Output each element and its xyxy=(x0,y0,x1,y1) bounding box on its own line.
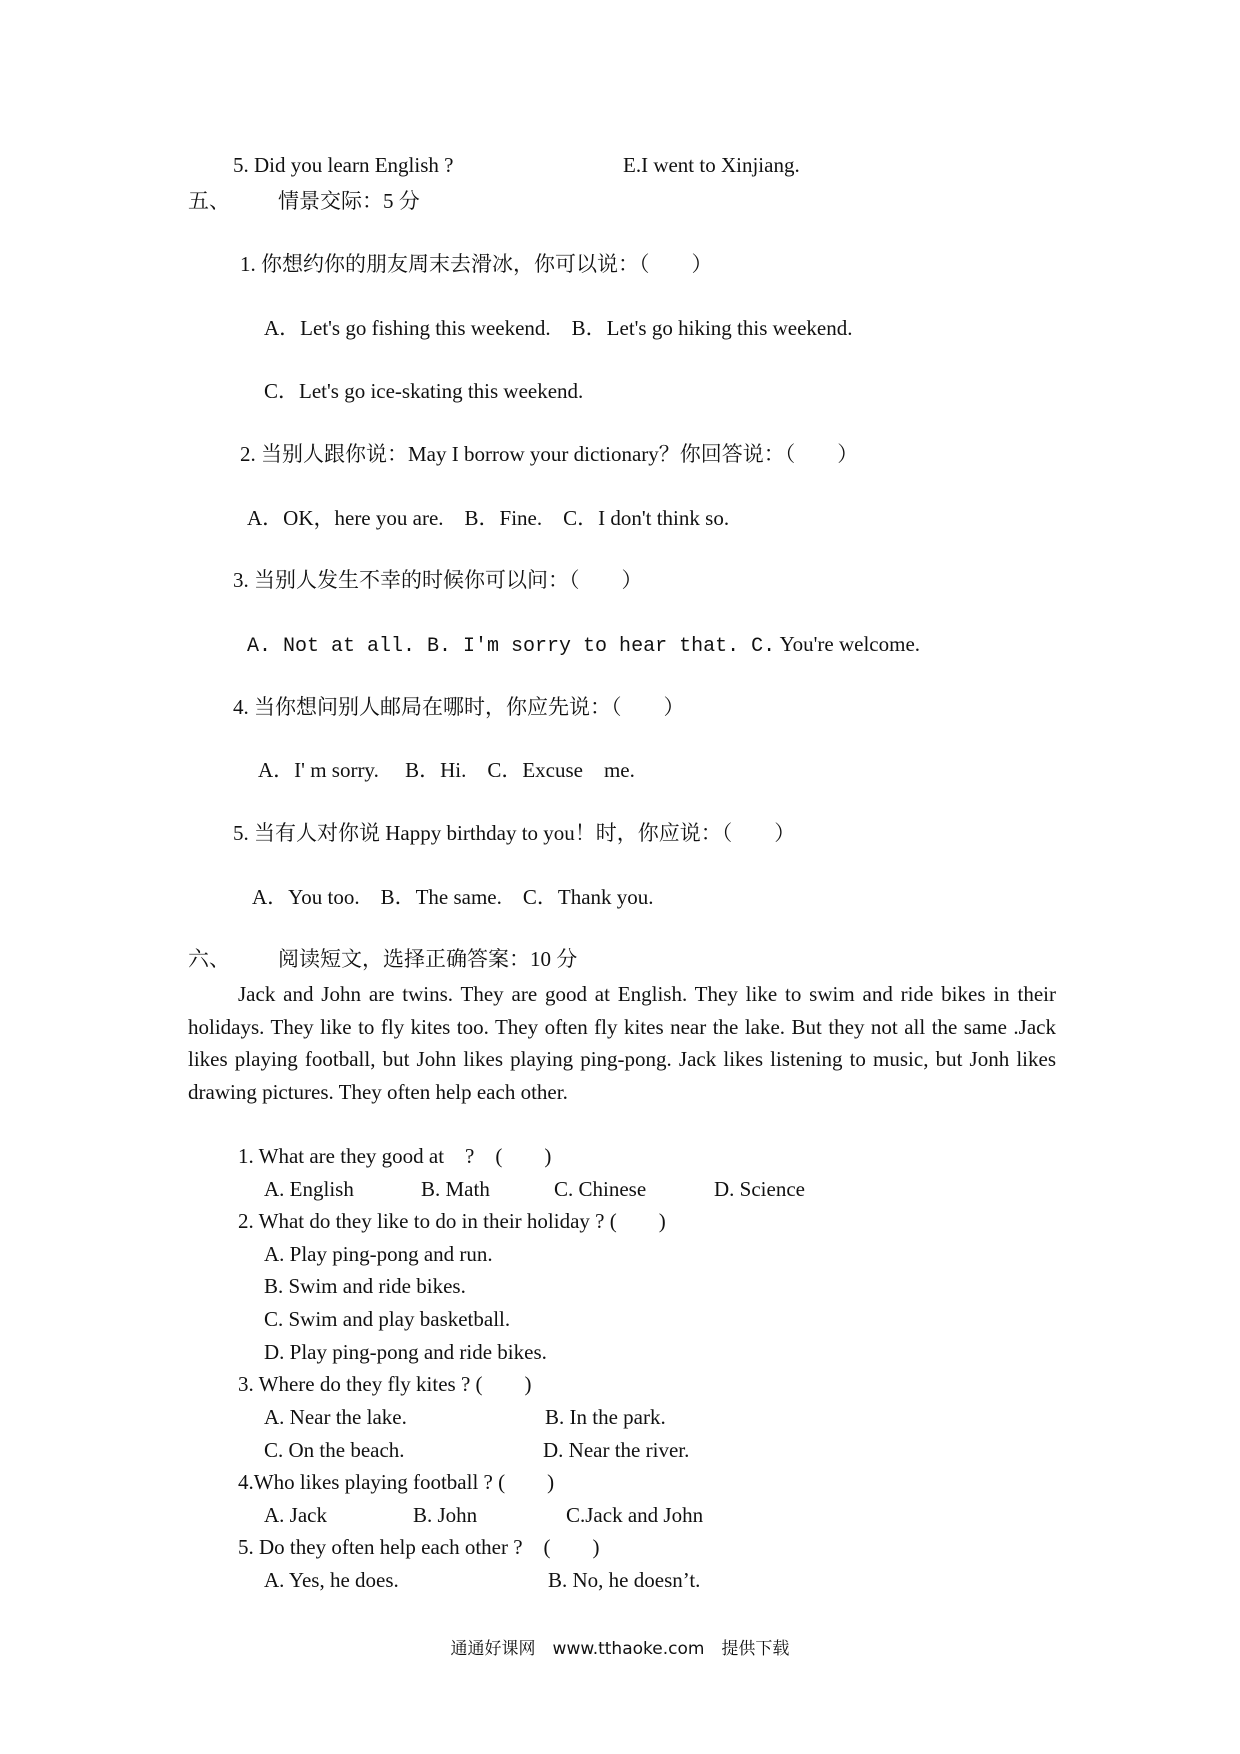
s6-q1-option-d: D. Science xyxy=(714,1177,805,1201)
s5-q1-options-ab: A．Let's go fishing this weekend. B．Let's go hiking this weekend. xyxy=(264,316,853,340)
s6-q4-option-b: B. John xyxy=(413,1503,478,1527)
s5-q4-options: A．I' m sorry. B．Hi. C．Excuse me. xyxy=(258,758,635,782)
s5-q3-options-ab: A. Not at all. B. I'm sorry to hear that. C. xyxy=(247,635,776,658)
s6-q4-option-c: C.Jack and John xyxy=(566,1503,704,1527)
s6-q5-option-a: A. Yes, he does. xyxy=(264,1568,399,1592)
match-answer-e: E.I went to Xinjiang. xyxy=(623,153,800,177)
s5-question-1: 1. 你想约你的朋友周末去滑冰，你可以说：（ ） xyxy=(240,252,713,276)
s6-q3-option-b: B. In the park. xyxy=(545,1405,666,1429)
s6-q5-option-b: B. No, he doesn’t. xyxy=(548,1568,701,1592)
s5-q2-options: A．OK，here you are. B．Fine. C．I don't think so. xyxy=(247,506,730,530)
s6-q2-option-c: C. Swim and play basketball. xyxy=(264,1307,511,1331)
s5-q5-options: A．You too. B．The same. C．Thank you. xyxy=(252,885,654,909)
match-question-5: 5. Did you learn English ? xyxy=(233,153,454,177)
s6-q2-option-b: B. Swim and ride bikes. xyxy=(264,1274,466,1298)
s6-question-2: 2. What do they like to do in their holiday ? ( ) xyxy=(238,1209,666,1233)
s6-q3-option-a: A. Near the lake. xyxy=(264,1405,407,1429)
s6-q1-option-a: A. English xyxy=(264,1177,354,1201)
s5-q3-options xyxy=(247,631,920,660)
s6-q1-option-b: B. Math xyxy=(421,1177,490,1201)
s6-q3-option-d: D. Near the river. xyxy=(543,1438,690,1462)
s5-q3-option-c: You're welcome. xyxy=(779,632,921,656)
s6-q2-option-a: A. Play ping-pong and run. xyxy=(264,1242,493,1266)
section-5-number: 五、 xyxy=(188,189,230,213)
s6-question-5: 5. Do they often help each other ? ( ) xyxy=(238,1535,600,1559)
section-5-title: 情景交际：5 分 xyxy=(278,189,420,213)
s5-question-3: 3. 当别人发生不幸的时候你可以问：（ ） xyxy=(233,568,643,592)
s6-question-1: 1. What are they good at ? ( ) xyxy=(238,1144,552,1168)
s5-question-2: 2. 当别人跟你说：May I borrow your dictionary？你回答说：（ ） xyxy=(240,442,859,466)
footer-source: 通通好课网 www.tthaoke.com 提供下载 xyxy=(450,1639,790,1659)
s6-q2-option-d: D. Play ping-pong and ride bikes. xyxy=(264,1340,547,1364)
s5-q1-option-c: C．Let's go ice-skating this weekend. xyxy=(264,379,584,403)
s6-q3-option-c: C. On the beach. xyxy=(264,1438,405,1462)
section-6-title: 阅读短文，选择正确答案：10 分 xyxy=(278,947,578,971)
s6-q1-option-c: C. Chinese xyxy=(554,1177,647,1201)
s6-q4-option-a: A. Jack xyxy=(264,1503,327,1527)
s5-question-4: 4. 当你想问别人邮局在哪时，你应先说：（ ） xyxy=(233,695,685,719)
s6-question-3: 3. Where do they fly kites ? ( ) xyxy=(238,1372,532,1396)
reading-passage: Jack and John are twins. They are good at English. They like to swim and ride bikes in their holidays. They like to fly kites too. They often fly kites near the lake. But they not all the same .Jack likes playing football, but John likes playing ping-pong. Jack likes listening to music, but Jonh likes drawing pictures. They often help each other. xyxy=(188,982,1056,1104)
s6-question-4: 4.Who likes playing football ? ( ) xyxy=(238,1470,555,1494)
section-6-number: 六、 xyxy=(188,947,230,971)
s5-question-5: 5. 当有人对你说 Happy birthday to you！时，你应说：（ ） xyxy=(233,821,796,845)
